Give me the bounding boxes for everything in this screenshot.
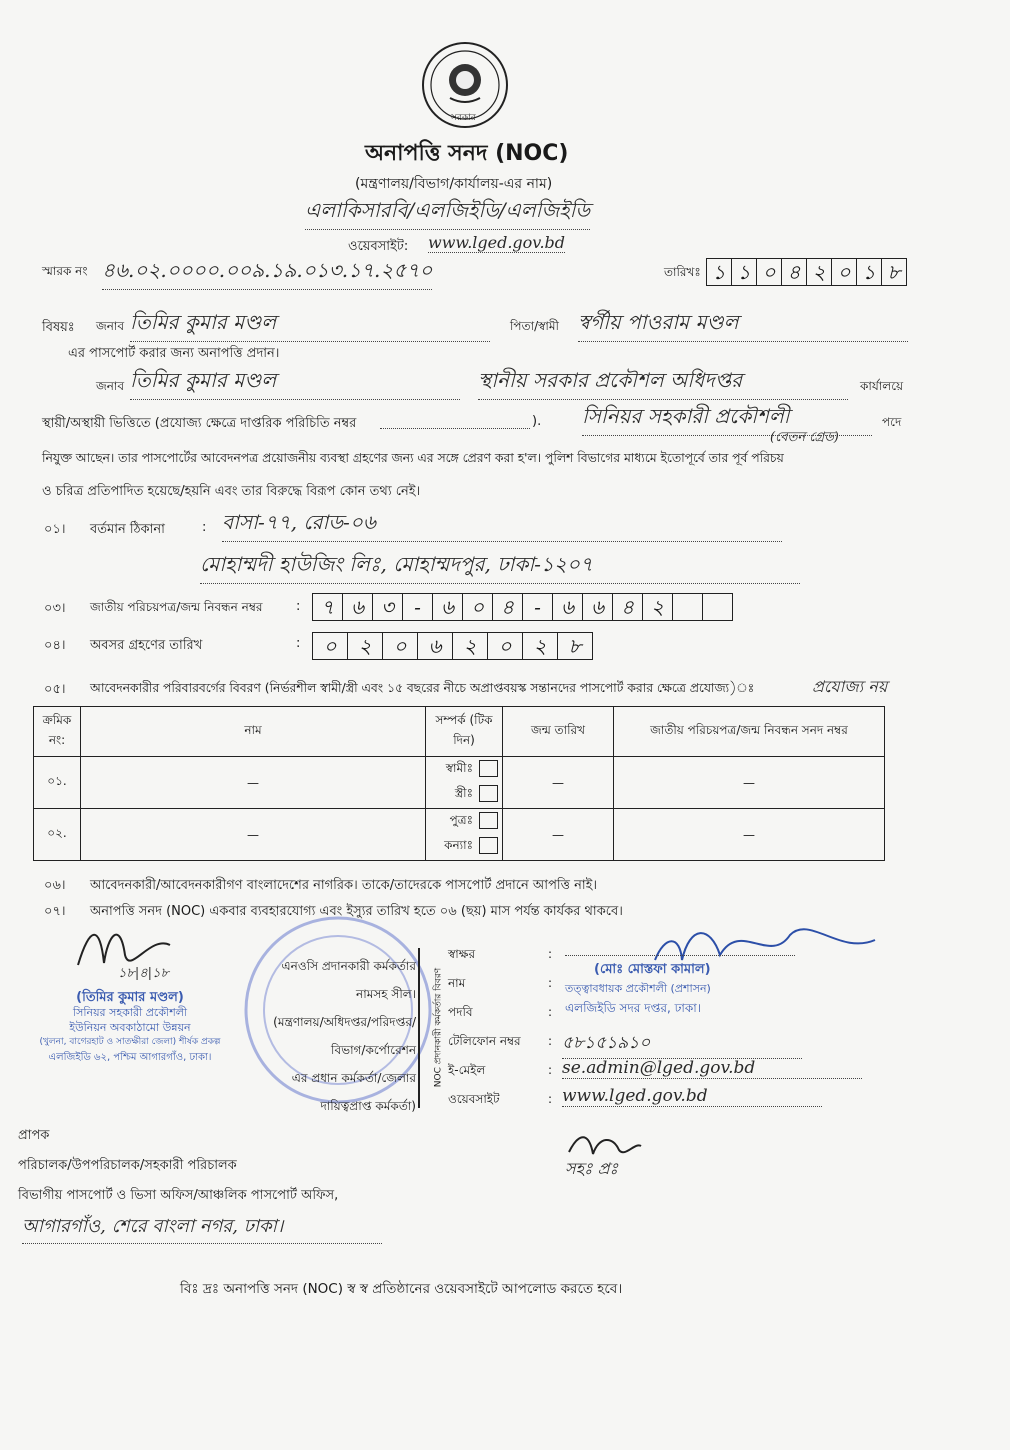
page-title: অনাপত্তি সনদ (NOC) [365,141,569,166]
applicant-stamp [20,990,240,1065]
recipient-line3: আগারগাঁও, শেরে বাংলা নগর, ঢাকা। [22,1212,382,1244]
col-sl: ক্রমিক নং: [34,707,81,757]
signatory-designation-stamp: তত্ত্বাবধায়ক প্রকৌশলী (প্রশাসন) [565,982,711,995]
digit-box: ৪ [493,594,523,620]
digit-box: ৬ [583,594,613,620]
body-applicant-name: তিমির কুমার মণ্ডল [130,366,460,400]
colon: : [548,1063,553,1077]
issuer-vertical-label: NOC প্রদানকারী কর্মকর্তার বিবরণ [433,967,444,1088]
daughter-checkbox[interactable] [479,837,498,854]
digit-box: ১ [857,259,882,285]
item-04-colon: : [296,636,301,651]
digit-box: ৪ [782,259,807,285]
digit-box [673,594,703,620]
row-nid: — [614,809,885,861]
digit-box: ০ [383,633,418,659]
memo-label: স্মারক নং [42,264,88,278]
colon: : [548,976,553,990]
digit-box: ০ [832,259,857,285]
office-name: এলাকিসারবি/এলজিইডি/এলজিইডি [305,196,590,230]
seal-text: সরকার [451,113,476,123]
website-value: www.lged.gov.bd [428,233,566,252]
item-01-colon: : [202,520,207,535]
item-03-label: জাতীয় পরিচয়পত্র/জন্ম নিবন্ধন নম্বর [90,600,263,614]
relation-husband-label: স্বামীঃ [445,761,473,775]
memo-number: ৪৬.০২.০০০০.০০৯.১৯.০১৩.১৭.২৫৭০ [102,256,432,290]
label-phone: টেলিফোন নম্বর [448,1034,521,1048]
colon: : [548,1092,553,1106]
col-dob: জন্ম তারিখ [503,707,614,757]
digit-box: ৮ [887,260,901,284]
government-seal [420,40,510,130]
post-suffix: পদে [882,415,902,429]
digit-box: ৪ [613,594,643,620]
digit-box: ২ [453,633,488,659]
item-06-text: আবেদনকারী/আবেদনকারীগণ বাংলাদেশের নাগরিক। তাকে/তাদেরকে পাসপোর্ট প্রদানে আপত্তি নাই। [90,878,598,893]
address-line1: বাসা-৭৭, রোড-০৬ [222,508,782,542]
label-email: ই-মেইল [448,1063,486,1077]
item-04-label: অবসর গ্রহণের তারিখ [90,638,203,653]
row-relation [426,809,503,861]
signature-line [565,955,795,956]
row-dob: — [503,809,614,861]
table-row [34,809,885,861]
item-03-no: ০৩। [44,601,66,616]
family-table [33,706,885,861]
applicant-sign-date: ১৮|৪|১৮ [118,966,169,981]
digit-box: ১ [707,259,732,285]
col-name: নাম [81,707,426,757]
signatory-office-stamp: এলজিইডি সদর দপ্তর, ঢাকা। [565,1001,702,1015]
applicant-stamp-line2: ইউনিয়ন অবকাঠামো উন্নয়ন [69,1021,191,1034]
digit-box: ৬ [418,633,453,659]
digit-box: ৮ [568,634,582,658]
colon: : [548,1005,553,1019]
official-id-blank [380,428,530,429]
relation-daughter-label: কন্যাঃ [444,838,473,852]
item-03-colon: : [296,599,301,614]
issuer-line4: বিভাগ/কর্পোরেশন [331,1043,416,1057]
digit-box: ০ [313,633,348,659]
col-nid: জাতীয় পরিচয়পত্র/জন্ম নিবন্ধন সনদ নম্বর [614,707,885,757]
date-boxes [706,258,907,286]
signatory-email: se.admin@lged.gov.bd [562,1058,862,1079]
signatory-name-stamp: (মোঃ মোস্তফা কামাল) [594,962,711,977]
applicant-stamp-line3: (খুলনা, বাগেরহাট ও সাতক্ষীরা জেলা) শীর্ষক প্রকল্প [39,1037,221,1047]
colon: : [548,947,553,961]
digit-box: ৩ [373,594,403,620]
row-relation [426,757,503,809]
applicant-stamp-line1: সিনিয়র সহকারী প্রকৌশলী [72,1006,188,1019]
father-name: স্বর্গীয় পাওরাম মণ্ডল [578,308,908,342]
wife-checkbox[interactable] [479,785,498,802]
body-line3: নিযুক্ত আছেন। তার পাসপোর্টের আবেদনপত্র প্রয়োজনীয় ব্যবস্থা গ্রহণের জন্য এর সঙ্গে প্রেরণ করা হ'ল। পুলিশ বিভাগের মাধ্যমে ইতোপূর্বে তার পূর্ব পরিচয় [42,451,784,465]
nid-boxes [312,593,733,621]
body-mr-label: জনাব [96,379,125,393]
digit-box: ০ [463,594,493,620]
body-line2-prefix: স্থায়ী/অস্থায়ী ভিত্তিতে (প্রযোজ্য ক্ষেত্রে দাপ্তরিক পরিচিতি নম্বর [42,416,357,431]
designation-note: (বেতন গ্রেড) [770,430,839,445]
father-label: পিতা/স্বামী [510,319,559,333]
digit-box [703,594,732,620]
label-signature: স্বাক্ষর [448,947,476,961]
item-01-no: ০১। [44,522,66,537]
address-line2: মোহাম্মদী হাউজিং লিঃ, মোহাম্মদপুর, ঢাকা-১২০৭ [200,550,800,584]
row-sl: ০১. [34,757,81,809]
row-sl: ০২. [34,809,81,861]
item-07-no: ০৭। [44,904,66,919]
digit-box: ৬ [343,594,373,620]
digit-box: ২ [523,633,558,659]
label-name: নাম [448,976,466,990]
husband-checkbox[interactable] [479,760,498,777]
body-line2-close: ). [532,414,542,429]
recipient-line2: বিভাগীয় পাসপোর্ট ও ভিসা অফিস/আঞ্চলিক পাসপোর্ট অফিস, [18,1188,339,1203]
recipient-heading: প্রাপক [18,1128,50,1143]
digit-box: ২ [807,259,832,285]
label-website: ওয়েবসাইট [448,1092,500,1106]
signatory-phone: ৫৮১৫১৯১০ [562,1030,802,1059]
issuer-line6: দায়িত্বপ্রাপ্ত কর্মকর্তা) [320,1099,416,1113]
table-row [34,757,885,809]
item-05-label: আবেদনকারীর পরিবারবর্গের বিবরণ (নির্ভরশীল স্বামী/স্ত্রী এবং ১৫ বছরের নীচে অপ্রাপ্তবয়স্ক সন্তানদের পাসপোর্ট করার ক্ষেত্রে প্রযোজ্য)ঃ [90,681,755,695]
issuer-brace [418,948,428,1108]
issuer-line2: নামসহ সীল। [356,987,416,1001]
footer-note: বিঃ দ্রঃ অনাপত্তি সনদ (NOC) স্ব স্ব প্রতিষ্ঠানের ওয়েবসাইটে আপলোড করতে হবে। [180,1281,623,1297]
colon: : [548,1034,553,1048]
label-designation: পদবি [448,1005,473,1019]
digit-box: ০ [757,259,782,285]
relation-son-label: পুত্রঃ [449,813,473,827]
website-label: ওয়েবসাইট: [348,239,409,254]
not-applicable-note: প্রযোজ্য নয় [812,677,888,696]
subject-label: বিষয়ঃ [42,320,75,335]
body-line4: ও চরিত্র প্রতিপাদিত হয়েছে/হয়নি এবং তার বিরুদ্ধে বিরূপ কোন তথ্য নেই। [42,484,421,499]
item-07-text: অনাপত্তি সনদ (NOC) একবার ব্যবহারযোগ্য এবং ইস্যুর তারিখ হতে ০৬ (ছয়) মাস পর্যন্ত কার্যকর থাকবে। [90,904,623,919]
digit-box: ২ [643,594,673,620]
page-subtitle: (মন্ত্রণালয়/বিভাগ/কার্যালয়-এর নাম) [355,176,553,192]
row-name: — [81,757,426,809]
item-06-no: ০৬। [44,878,66,893]
applicant-stamp-name: (তিমির কুমার মণ্ডল) [76,990,184,1005]
applicant-name: তিমির কুমার মণ্ডল [130,308,490,342]
body-office: স্থানীয় সরকার প্রকৌশল অধিদপ্তর [478,366,848,400]
digit-box: ৬ [553,594,583,620]
item-04-no: ০৪। [44,638,66,653]
item-01-label: বর্তমান ঠিকানা [90,522,165,537]
issuer-line5: এর প্রধান কর্মকর্তা/জেলার [291,1071,416,1085]
date-label: তারিখঃ [664,265,701,279]
issuer-block [240,952,416,1120]
recipient-line1: পরিচালক/উপপরিচালক/সহকারী পরিচালক [18,1158,237,1173]
designation: সিনিয়র সহকারী প্রকৌশলী [582,402,872,436]
digit-box: ১ [732,259,757,285]
digit-box: - [523,594,553,620]
signatory-website: www.lged.gov.bd [562,1086,822,1107]
row-name: — [81,809,426,861]
subject-line2: এর পাসপোর্ট করার জন্য অনাপত্তি প্রদান। [68,346,280,361]
digit-box: ৭ [313,594,343,620]
digit-box: - [403,594,433,620]
digit-box: ২ [348,633,383,659]
signatory-labels [448,940,521,1114]
applicant-stamp-line4: এলজিইডি ৬২, পশ্চিম আগারগাঁও, ঢাকা। [48,1052,212,1063]
item-05-no: ০৫। [44,682,66,697]
digit-box: ০ [488,633,523,659]
issuer-line3: (মন্ত্রণালয়/অধিদপ্তর/পরিদপ্তর/ [273,1015,416,1029]
son-checkbox[interactable] [479,812,498,829]
signatory-colons [548,940,552,1114]
issuer-line1: এনওসি প্রদানকারী কর্মকর্তার [281,959,416,973]
row-nid: — [614,757,885,809]
row-dob: — [503,757,614,809]
subject-mr-label: জনাব [96,319,125,333]
retirement-date-boxes [312,632,593,660]
relation-wife-label: স্ত্রীঃ [454,786,473,800]
initials-text: সহঃ প্রঃ [565,1159,619,1178]
office-suffix: কার্যালয়ে [860,379,904,393]
digit-box: ৬ [433,594,463,620]
col-relation: সম্পর্ক (টিক দিন) [426,707,503,757]
